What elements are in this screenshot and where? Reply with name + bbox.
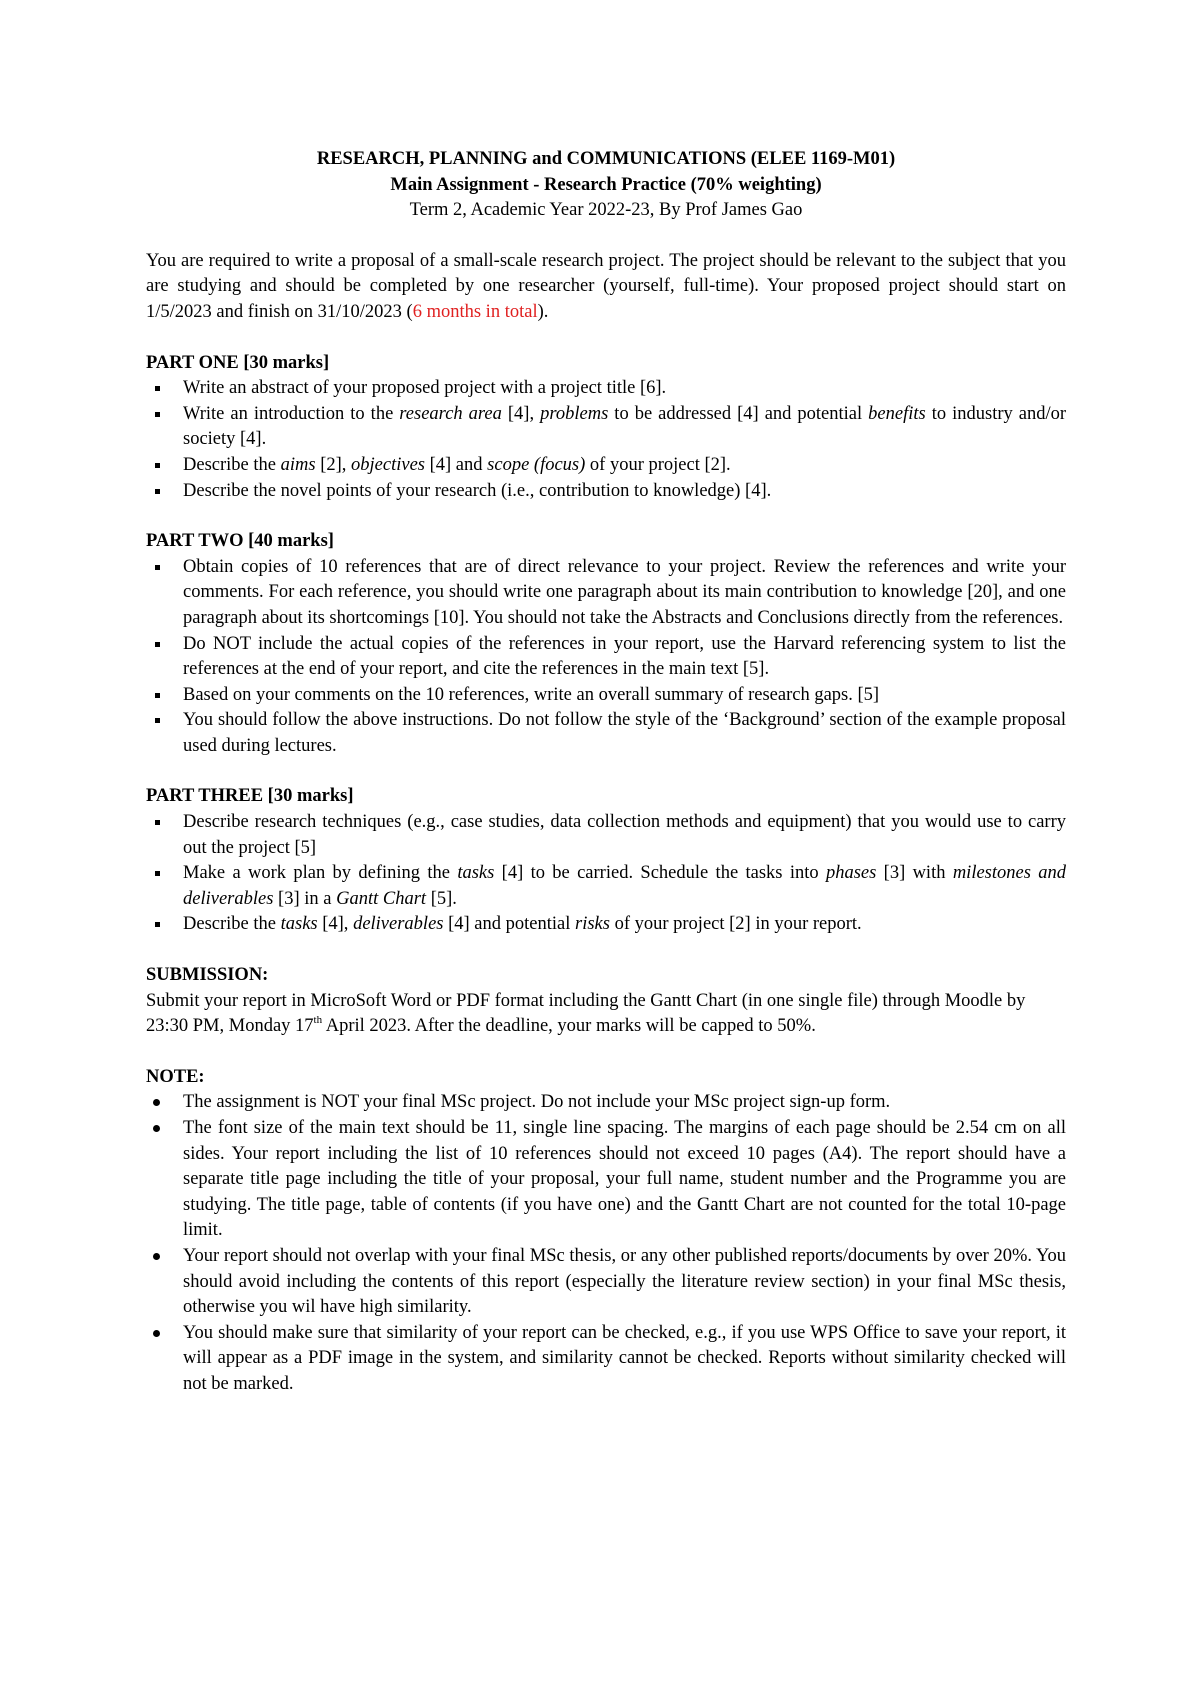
note-section [146, 1065, 1066, 1398]
assignment-title: Main Assignment - Research Practice (70% weighting) [390, 174, 822, 195]
part-three-list [146, 810, 1066, 938]
part-three-section [146, 784, 1066, 938]
list-item: You should make sure that similarity of your report can be checked, e.g., if you use WPS Office to save your report, it will appear as a PDF image in the system, and similarity cannot be checked. Reports without similarity checked will not be marked. [146, 1321, 1066, 1398]
submission-section [146, 963, 1066, 1040]
part-two-heading: PART TWO [40 marks] [146, 531, 334, 552]
list-item: Describe the tasks [4], deliverables [4] and potential risks of your project [2] in your report. [146, 912, 1066, 938]
list-item: Describe research techniques (e.g., case studies, data collection methods and equipment) that you would use to carry out the project [5] [146, 810, 1066, 861]
submission-paragraph: Submit your report in MicroSoft Word or PDF format including the Gantt Chart (in one single file) through Moodle by 23:30 PM, Monday 17th April 2023. After the deadline, your marks will be capped to 50%. [146, 990, 1026, 1037]
list-item: The assignment is NOT your final MSc project. Do not include your MSc project sign-up form. [146, 1090, 1066, 1116]
superscript-th: th [313, 1014, 323, 1027]
list-item: Do NOT include the actual copies of the references in your report, use the Harvard referencing system to list the references at the end of your report, and cite the references in the main text [5]. [146, 632, 1066, 683]
list-item: Make a work plan by defining the tasks [4] to be carried. Schedule the tasks into phases [3] with milestones and deliverables [3] in a Gantt Chart [5]. [146, 861, 1066, 912]
intro-highlight: 6 months in total [412, 301, 538, 322]
course-title: RESEARCH, PLANNING and COMMUNICATIONS (ELEE 1169-M01) [316, 149, 896, 169]
part-two-section [146, 529, 1066, 759]
list-item: Based on your comments on the 10 references, write an overall summary of research gaps. [5] [146, 683, 1066, 709]
term-line: Term 2, Academic Year 2022-23, By Prof James Gao [409, 200, 803, 221]
submission-heading: SUBMISSION: [146, 965, 269, 986]
intro-text-a: You are required to write a proposal of a small-scale research project. The project should be relevant to the subject that you are studying and should be completed by one researcher (yourself, full-time). Your proposed project should start on 1/5/2023 and finish on 31/10/2023 ( [146, 250, 1066, 322]
list-item: Describe the aims [2], objectives [4] and scope (focus) of your project [2]. [146, 453, 1066, 479]
part-two-list [146, 555, 1066, 760]
intro-paragraph [146, 249, 1066, 326]
list-item: Write an introduction to the research area [4], problems to be addressed [4] and potential benefits to industry and/or society [4]. [146, 402, 1066, 453]
document-content [146, 147, 1066, 1398]
part-one-heading: PART ONE [30 marks] [146, 352, 330, 373]
list-item: Write an abstract of your proposed project with a project title [6]. [146, 376, 1066, 402]
part-one-list [146, 376, 1066, 504]
list-item: You should follow the above instructions. Do not follow the style of the ‘Background’ section of the example proposal used during lectures. [146, 708, 1066, 759]
document-header [146, 147, 1066, 224]
part-three-heading: PART THREE [30 marks] [146, 786, 354, 807]
intro-text-b: ). [537, 301, 549, 322]
list-item: The font size of the main text should be 11, single line spacing. The margins of each page should be 2.54 cm on all sides. Your report including the list of 10 references should not exceed 10 pages (A4). The report should have a separate title page including the title of your proposal, your full name, student number and the Programme you are studying. The title page, table of contents (if you have one) and the Gantt Chart are not counted for the total 10-page limit. [146, 1116, 1066, 1244]
note-list [146, 1090, 1066, 1397]
list-item: Obtain copies of 10 references that are of direct relevance to your project. Review the references and write your comments. For each reference, you should write one paragraph about its main contribution to knowledge [20], and one paragraph about its shortcomings [10]. You should not take the Abstracts and Conclusions directly from the references. [146, 555, 1066, 632]
note-heading: NOTE: [146, 1066, 205, 1087]
list-item: Your report should not overlap with your final MSc thesis, or any other published reports/documents by over 20%. You should avoid including the contents of this report (especially the literature review section) in your final MSc thesis, otherwise you wil have high similarity. [146, 1244, 1066, 1321]
list-item: Describe the novel points of your research (i.e., contribution to knowledge) [4]. [146, 479, 1066, 505]
part-one-section [146, 351, 1066, 505]
